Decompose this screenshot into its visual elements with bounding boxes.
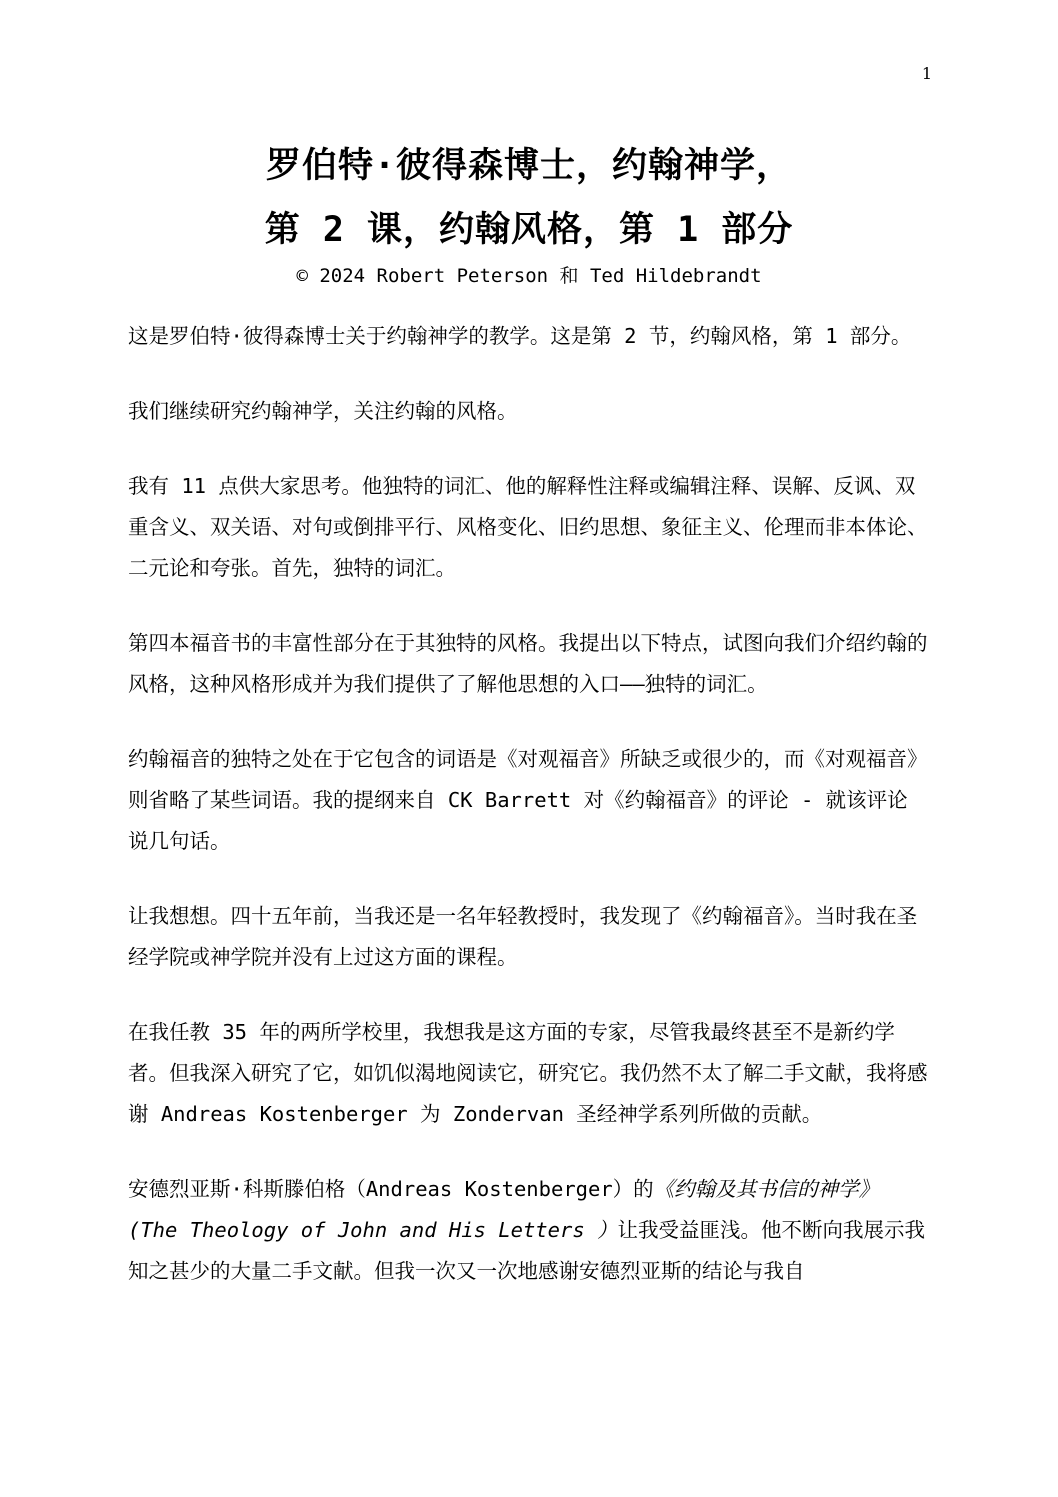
paragraph-8-start: 安德烈亚斯·科斯滕伯格（Andreas Kostenberger）的 xyxy=(128,1177,654,1201)
document-title-line-2: 第 2 课，约翰风格，第 1 部分 xyxy=(264,210,794,250)
copyright-line: © 2024 Robert Peterson 和 Ted Hildebrandt xyxy=(296,265,762,287)
paragraph-8-end: 让我受益匪浅。他不断向我展示我知之甚少的大量二手文献。但我一次又一次地感谢安德烈亚斯的结论与我自 xyxy=(128,1218,925,1283)
paragraph-2: 我们继续研究约翰神学，关注约翰的风格。 xyxy=(128,399,518,423)
paragraph-6: 让我想想。四十五年前，当我还是一名年轻教授时，我发现了《约翰福音》。当时我在圣经学院或神学院并没有上过这方面的课程。 xyxy=(128,904,918,969)
paragraph-4: 第四本福音书的丰富性部分在于其独特的风格。我提出以下特点，试图向我们介绍约翰的风格，这种风格形成并为我们提供了了解他思想的入口——独特的词汇。 xyxy=(128,631,928,696)
book-title-italic: 《约翰及其书信的神学》(The Theology of John and His Letters ） xyxy=(128,1177,880,1242)
paragraph-1: 这是罗伯特·彼得森博士关于约翰神学的教学。这是第 2 节，约翰风格，第 1 部分。 xyxy=(128,324,912,348)
page-number: 1 xyxy=(921,64,932,83)
paragraph-3: 我有 11 点供大家思考。他独特的词汇、他的解释性注释或编辑注释、误解、反讽、双重含义、双关语、对句或倒排平行、风格变化、旧约思想、象征主义、伦理而非本体论、二元论和夸张。首先，独特的词汇。 xyxy=(128,474,928,580)
document-body xyxy=(128,316,928,1326)
paragraph-8 xyxy=(128,1169,928,1292)
paragraph-5: 约翰福音的独特之处在于它包含的词语是《对观福音》所缺乏或很少的，而《对观福音》则省略了某些词语。我的提纲来自 CK Barrett 对《约翰福音》的评论 - 就该评论说几句话。 xyxy=(128,747,928,853)
document-title-line-1: 罗伯特·彼得森博士，约翰神学， xyxy=(265,146,793,186)
paragraph-7: 在我任教 35 年的两所学校里，我想我是这方面的专家，尽管我最终甚至不是新约学者。但我深入研究了它，如饥似渴地阅读它，研究它。我仍然不太了解二手文献，我将感谢 Andreas Kostenberger 为 Zondervan 圣经神学系列所做的贡献。 xyxy=(128,1020,928,1126)
